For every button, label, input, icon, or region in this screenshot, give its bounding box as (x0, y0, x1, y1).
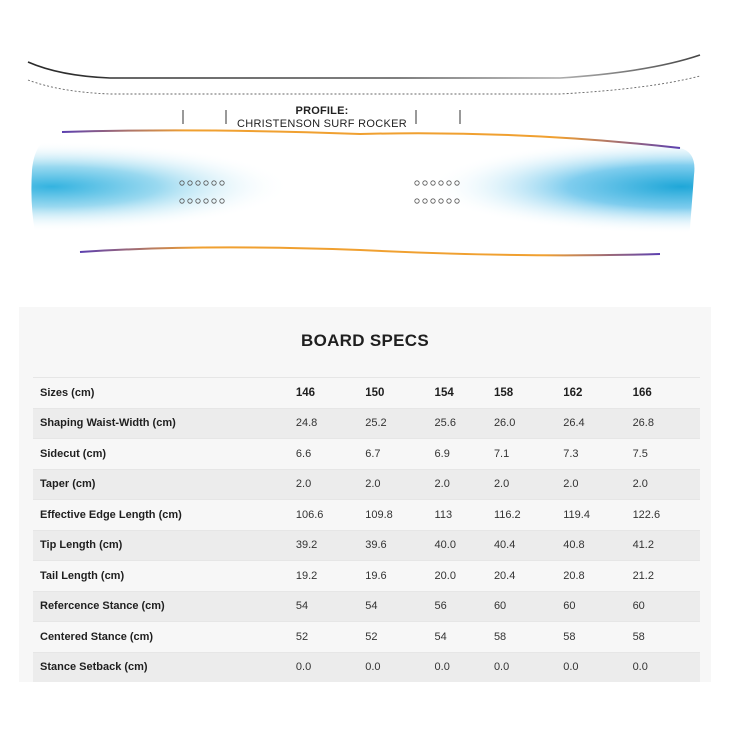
cell-value: 0.0 (632, 661, 648, 674)
cell-value: 0.0 (563, 661, 579, 674)
cell-value: 122.6 (632, 508, 661, 521)
cell-value: 60 (632, 600, 645, 613)
rocker-line (28, 55, 700, 78)
cell-value: 106.6 (295, 508, 324, 521)
row-label: Refercence Stance (cm) (40, 600, 165, 613)
cell-value: 58 (563, 630, 576, 643)
row-label: Effective Edge Length (cm) (40, 508, 182, 521)
size-header: 162 (563, 386, 583, 399)
cell-value: 6.6 (295, 447, 312, 460)
cell-value: 113 (434, 508, 453, 521)
cell-value: 2.0 (563, 478, 579, 491)
cell-value: 20.8 (563, 569, 585, 582)
cell-value: 19.6 (365, 569, 387, 582)
cell-value: 25.6 (434, 417, 456, 430)
row-label: Stance Setback (cm) (40, 661, 148, 674)
table-row (33, 439, 700, 470)
cell-value: 21.2 (632, 569, 654, 582)
cell-value: 60 (563, 600, 576, 613)
cell-value: 58 (493, 630, 507, 643)
cell-value: 60 (493, 600, 507, 613)
cell-value: 119.4 (563, 508, 590, 521)
cell-value: 2.0 (434, 478, 450, 491)
cell-value: 39.6 (365, 539, 387, 552)
row-label: Tip Length (cm) (40, 539, 123, 552)
cell-value: 25.2 (365, 417, 387, 430)
cell-value: 54 (434, 630, 447, 643)
profile-label (222, 105, 422, 131)
cell-value: 52 (365, 630, 378, 643)
cell-value: 54 (295, 600, 309, 613)
cell-value: 2.0 (632, 478, 648, 491)
board-graphic (0, 0, 730, 290)
size-header: 150 (365, 386, 385, 399)
table-row (33, 469, 700, 500)
table-row (33, 500, 700, 531)
cell-value: 20.0 (434, 569, 456, 582)
cell-value: 6.7 (365, 447, 381, 460)
cell-value: 39.2 (295, 539, 318, 552)
cell-value: 0.0 (365, 661, 381, 674)
size-header: 158 (493, 386, 514, 399)
cell-value: 26.4 (563, 417, 585, 430)
cell-value: 19.2 (295, 569, 318, 582)
table-row (33, 561, 700, 592)
size-header: 166 (632, 386, 652, 399)
cell-value: 40.4 (493, 539, 516, 552)
cell-value: 109.8 (365, 508, 393, 521)
profile-title: PROFILE: (295, 105, 349, 117)
table-row (33, 408, 700, 439)
board-profile-illustration (0, 0, 730, 290)
cell-value: 40.0 (434, 539, 456, 552)
table-row (33, 652, 700, 682)
row-label: Centered Stance (cm) (40, 630, 154, 643)
cell-value: 7.3 (563, 447, 579, 460)
cell-value: 58 (632, 630, 645, 643)
table-row (33, 591, 700, 622)
cell-value: 40.8 (563, 539, 585, 552)
table-row (33, 622, 700, 653)
sizes-header-row (33, 378, 700, 409)
board-tail-fade (31, 130, 694, 255)
cell-value: 24.8 (295, 417, 318, 430)
cell-value: 26.8 (632, 417, 654, 430)
cell-value: 0.0 (434, 661, 450, 674)
cell-value: 52 (295, 630, 309, 643)
cell-value: 0.0 (493, 661, 510, 674)
cell-value: 2.0 (493, 478, 510, 491)
cell-value: 20.4 (493, 569, 516, 582)
cell-value: 7.5 (632, 447, 648, 460)
row-label: Tail Length (cm) (40, 569, 125, 582)
row-label: Taper (cm) (40, 478, 96, 491)
cell-value: 7.1 (493, 447, 510, 460)
cell-value: 116.2 (493, 508, 521, 521)
cell-value: 2.0 (295, 478, 312, 491)
board-specs-panel (19, 307, 711, 682)
row-label: Sizes (cm) (40, 386, 95, 399)
cell-value: 54 (365, 600, 378, 613)
profile-name: CHRISTENSON SURF ROCKER (236, 118, 408, 130)
cell-value: 6.9 (434, 447, 450, 460)
table-row (33, 530, 700, 561)
specs-title: BOARD SPECS (301, 331, 429, 350)
cell-value: 0.0 (295, 661, 312, 674)
cell-value: 26.0 (493, 417, 516, 430)
size-header: 146 (295, 386, 316, 399)
cell-value: 56 (434, 600, 447, 613)
size-header: 154 (434, 386, 454, 399)
cell-value: 2.0 (365, 478, 381, 491)
cell-value: 41.2 (632, 539, 654, 552)
row-label: Sidecut (cm) (40, 447, 107, 460)
specs-table (33, 377, 700, 682)
row-label: Shaping Waist-Width (cm) (40, 417, 176, 430)
